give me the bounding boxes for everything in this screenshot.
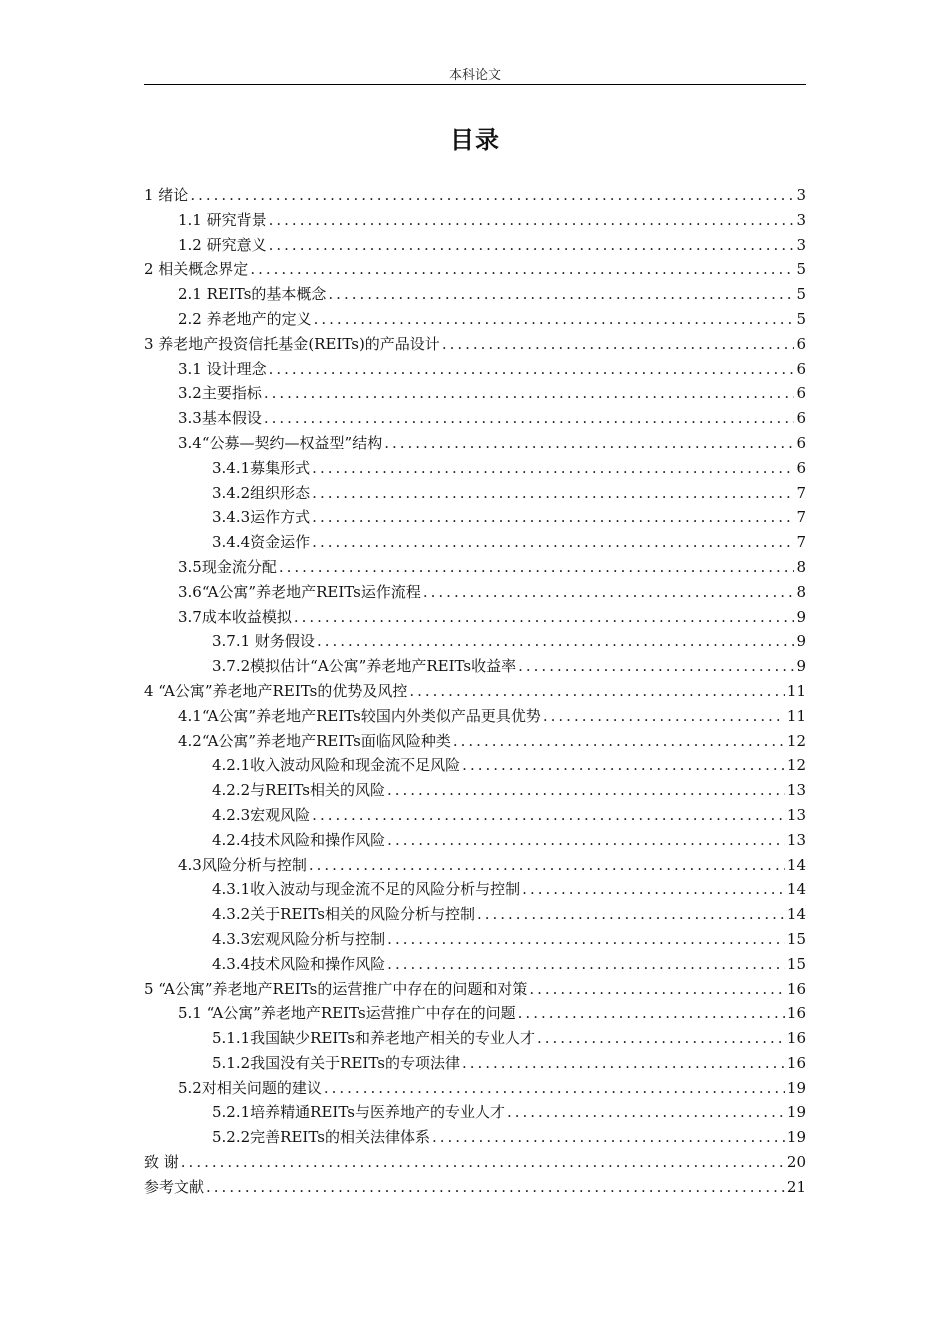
toc-entry-label: 4.3.3宏观风险分析与控制	[212, 929, 386, 948]
toc-leader-dots	[190, 186, 794, 204]
toc-entry-label: 2 相关概念界定	[144, 260, 249, 279]
toc-entry-label: 4 “A公寓”养老地产REITs的优势及风控	[144, 681, 408, 700]
toc-entry-label: 3.6“A公寓”养老地产REITs运作流程	[178, 582, 421, 601]
toc-entry-label: 5.1.1我国缺少REITs和养老地产相关的专业人才	[212, 1029, 535, 1048]
toc-leader-dots	[264, 384, 795, 402]
toc-entry-label: 致 谢	[144, 1153, 179, 1172]
toc-entry-page-number: 14	[786, 880, 806, 899]
toc-entry-page-number: 16	[786, 1029, 806, 1048]
toc-entry[interactable]	[144, 854, 806, 879]
toc-entry-page-number: 13	[786, 830, 806, 849]
toc-entry[interactable]	[144, 184, 806, 209]
toc-leader-dots	[432, 1128, 785, 1146]
toc-entry-label: 3.4.4资金运作	[212, 533, 311, 552]
toc-entry[interactable]	[144, 1052, 806, 1077]
toc-entry-label: 1.2 研究意义	[178, 235, 267, 254]
toc-entry-label: 3.2主要指标	[178, 384, 262, 403]
toc-entry-page-number: 6	[796, 458, 806, 477]
toc-entry-label: 5.1 “A公寓”养老地产REITs运营推广中存在的问题	[178, 1004, 516, 1023]
toc-entry-label: 2.1 REITs的基本概念	[178, 285, 327, 304]
toc-entry-label: 3 养老地产投资信托基金(REITs)的产品设计	[144, 334, 440, 353]
toc-entry-page-number: 8	[796, 582, 806, 601]
toc-entry[interactable]	[144, 457, 806, 482]
toc-leader-dots	[269, 211, 795, 229]
toc-leader-dots	[518, 1004, 785, 1022]
toc-entry-label: 3.4.1募集形式	[212, 458, 311, 477]
toc-entry[interactable]	[144, 1027, 806, 1052]
toc-entry-label: 3.5现金流分配	[178, 557, 277, 576]
toc-entry[interactable]	[144, 432, 806, 457]
toc-entry-page-number: 9	[796, 632, 806, 651]
toc-entry-page-number: 14	[786, 905, 806, 924]
toc-leader-dots	[309, 856, 785, 874]
toc-entry-page-number: 19	[786, 1078, 806, 1097]
toc-leader-dots	[529, 980, 785, 998]
toc-entry-page-number: 15	[786, 954, 806, 973]
toc-entry-page-number: 9	[796, 657, 806, 676]
toc-entry-page-number: 12	[786, 756, 806, 775]
toc-entry-page-number: 6	[796, 334, 806, 353]
toc-leader-dots	[328, 285, 794, 303]
toc-entry-page-number: 5	[796, 285, 806, 304]
toc-leader-dots	[423, 583, 795, 601]
toc-leader-dots	[206, 1178, 785, 1196]
toc-entry-label: 3.4.2组织形态	[212, 483, 311, 502]
toc-leader-dots	[314, 310, 795, 328]
toc-leader-dots	[312, 806, 785, 824]
toc-entry-label: 4.3风险分析与控制	[178, 855, 307, 874]
toc-entry-page-number: 21	[786, 1177, 806, 1196]
toc-entry-page-number: 5	[796, 309, 806, 328]
toc-entry-page-number: 13	[786, 805, 806, 824]
toc-entry-page-number: 7	[796, 483, 806, 502]
toc-entry[interactable]	[144, 606, 806, 631]
toc-leader-dots	[518, 657, 794, 675]
toc-entry-label: 5 “A公寓”养老地产REITs的运营推广中存在的问题和对策	[144, 979, 528, 998]
toc-entry-page-number: 16	[786, 1053, 806, 1072]
toc-entry[interactable]	[144, 482, 806, 507]
toc-entry-label: 3.7.2模拟估计“A公寓”养老地产REITs收益率	[212, 657, 517, 676]
toc-leader-dots	[387, 831, 785, 849]
toc-entry[interactable]	[144, 680, 806, 705]
toc-entry-page-number: 19	[786, 1103, 806, 1122]
toc-leader-dots	[317, 632, 795, 650]
toc-entry[interactable]	[144, 1151, 806, 1176]
toc-entry-page-number: 9	[796, 607, 806, 626]
toc-entry[interactable]	[144, 581, 806, 606]
toc-leader-dots	[462, 1054, 785, 1072]
toc-entry-label: 4.2.2与REITs相关的风险	[212, 781, 385, 800]
toc-entry[interactable]	[144, 953, 806, 978]
toc-entry-page-number: 20	[786, 1153, 806, 1172]
toc-entry-page-number: 8	[796, 557, 806, 576]
toc-entry[interactable]	[144, 655, 806, 680]
toc-entry-page-number: 6	[796, 409, 806, 428]
table-of-contents	[144, 184, 806, 1201]
toc-entry-label: 4.3.2关于REITs相关的风险分析与控制	[212, 905, 475, 924]
toc-entry-label: 3.7成本收益模拟	[178, 607, 292, 626]
toc-entry-label: 1.1 研究背景	[178, 210, 267, 229]
toc-entry-page-number: 14	[786, 855, 806, 874]
toc-entry[interactable]	[144, 234, 806, 259]
toc-entry-label: 3.1 设计理念	[178, 359, 267, 378]
toc-entry-page-number: 3	[796, 186, 806, 204]
toc-entry-page-number: 6	[796, 359, 806, 378]
toc-entry[interactable]	[144, 358, 806, 383]
toc-entry-page-number: 6	[796, 384, 806, 403]
toc-entry[interactable]	[144, 804, 806, 829]
toc-entry-page-number: 6	[796, 433, 806, 452]
toc-entry-page-number: 12	[786, 731, 806, 750]
toc-entry[interactable]	[144, 1126, 806, 1151]
toc-entry[interactable]	[144, 779, 806, 804]
toc-entry-label: 3.4.3运作方式	[212, 508, 311, 527]
toc-entry-label: 1 绪论	[144, 186, 189, 204]
page-title: 目录	[450, 126, 500, 154]
toc-leader-dots	[264, 409, 795, 427]
toc-entry-label: 2.2 养老地产的定义	[178, 309, 312, 328]
toc-entry-page-number: 11	[786, 706, 806, 725]
toc-entry-label: 4.2.1收入波动风险和现金流不足风险	[212, 756, 461, 775]
toc-entry-label: 4.1“A公寓”养老地产REITs较国内外类似产品更具优势	[178, 706, 541, 725]
toc-leader-dots	[522, 880, 785, 898]
toc-leader-dots	[250, 260, 794, 278]
running-header: 本科论文	[448, 68, 501, 83]
toc-entry[interactable]	[144, 1101, 806, 1126]
toc-leader-dots	[543, 707, 785, 725]
toc-leader-dots	[409, 682, 785, 700]
toc-leader-dots	[294, 608, 795, 626]
toc-entry[interactable]	[144, 407, 806, 432]
toc-leader-dots	[387, 955, 785, 973]
toc-entry[interactable]	[144, 754, 806, 779]
toc-entry-page-number: 7	[796, 508, 806, 527]
toc-leader-dots	[462, 756, 785, 774]
toc-entry[interactable]	[144, 1176, 806, 1201]
toc-entry-label: 3.3基本假设	[178, 409, 262, 428]
toc-leader-dots	[324, 1079, 785, 1097]
toc-entry[interactable]	[144, 705, 806, 730]
toc-entry-page-number: 16	[786, 1004, 806, 1023]
toc-entry-label: 4.2.4技术风险和操作风险	[212, 830, 386, 849]
toc-entry[interactable]	[144, 333, 806, 358]
toc-entry[interactable]	[144, 630, 806, 655]
toc-leader-dots	[537, 1029, 785, 1047]
toc-entry[interactable]	[144, 903, 806, 928]
toc-entry[interactable]	[144, 209, 806, 234]
toc-leader-dots	[387, 781, 785, 799]
toc-entry[interactable]	[144, 1077, 806, 1102]
toc-entry-page-number: 5	[796, 260, 806, 279]
toc-leader-dots	[279, 558, 795, 576]
toc-entry[interactable]	[144, 878, 806, 903]
toc-entry[interactable]	[144, 1002, 806, 1027]
toc-entry-page-number: 13	[786, 781, 806, 800]
toc-entry-label: 4.3.4技术风险和操作风险	[212, 954, 386, 973]
toc-leader-dots	[387, 930, 785, 948]
toc-entry-page-number: 16	[786, 979, 806, 998]
toc-leader-dots	[312, 459, 794, 477]
toc-entry-label: 4.3.1收入波动与现金流不足的风险分析与控制	[212, 880, 521, 899]
toc-leader-dots	[269, 236, 795, 254]
toc-leader-dots	[453, 732, 785, 750]
toc-entry[interactable]	[144, 730, 806, 755]
toc-leader-dots	[312, 484, 794, 502]
toc-entry-page-number: 3	[796, 210, 806, 229]
toc-entry-label: 4.2“A公寓”养老地产REITs面临风险种类	[178, 731, 451, 750]
toc-leader-dots	[312, 533, 794, 551]
toc-entry[interactable]	[144, 978, 806, 1003]
toc-entry-label: 5.1.2我国没有关于REITs的专项法律	[212, 1053, 460, 1072]
toc-entry[interactable]	[144, 283, 806, 308]
toc-leader-dots	[384, 434, 794, 452]
toc-entry-label: 5.2.2完善REITs的相关法律体系	[212, 1128, 430, 1147]
toc-entry-page-number: 3	[796, 235, 806, 254]
toc-entry-label: 4.2.3宏观风险	[212, 805, 311, 824]
toc-entry-page-number: 11	[786, 681, 806, 700]
header-divider	[144, 84, 806, 85]
toc-entry-page-number: 7	[796, 533, 806, 552]
toc-entry[interactable]	[144, 829, 806, 854]
toc-entry-label: 参考文献	[144, 1177, 205, 1196]
toc-leader-dots	[312, 508, 794, 526]
toc-entry[interactable]	[144, 506, 806, 531]
toc-leader-dots	[269, 360, 795, 378]
toc-leader-dots	[507, 1103, 785, 1121]
toc-leader-dots	[442, 335, 795, 353]
toc-entry-label: 3.7.1 财务假设	[212, 632, 315, 651]
toc-entry[interactable]	[144, 258, 806, 283]
toc-entry[interactable]	[144, 928, 806, 953]
toc-leader-dots	[477, 905, 785, 923]
toc-leader-dots	[181, 1153, 785, 1171]
toc-entry-label: 5.2对相关问题的建议	[178, 1078, 322, 1097]
toc-entry-label: 5.2.1培养精通REITs与医养地产的专业人才	[212, 1103, 505, 1122]
toc-entry[interactable]	[144, 308, 806, 333]
toc-entry[interactable]	[144, 556, 806, 581]
toc-entry-page-number: 19	[786, 1128, 806, 1147]
toc-entry[interactable]	[144, 382, 806, 407]
toc-entry-label: 3.4“公募—契约—权益型”结构	[178, 433, 383, 452]
toc-entry[interactable]	[144, 531, 806, 556]
toc-entry-page-number: 15	[786, 929, 806, 948]
